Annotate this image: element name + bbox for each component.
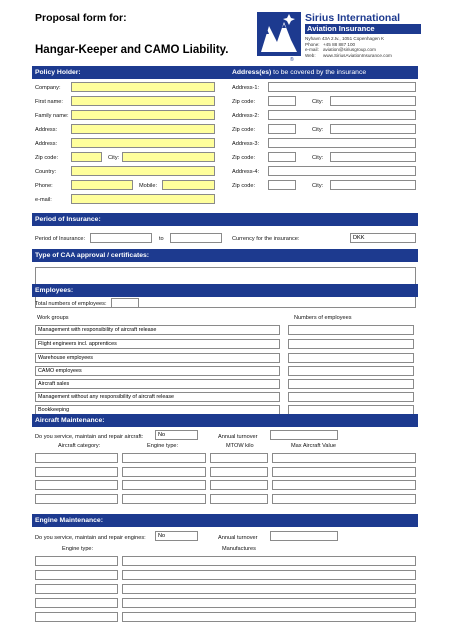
grid-input-cell[interactable] [272, 494, 416, 504]
work-group-row: Warehouse employees [35, 353, 280, 363]
work-group-count-field[interactable] [288, 392, 414, 402]
address-4-zip-field[interactable] [268, 180, 296, 190]
contact-phone: +45 88 887 100 [323, 41, 356, 47]
address-field-1[interactable] [71, 124, 215, 134]
aircraft-category-header: Aircraft category: [58, 443, 101, 449]
aircraft-annual-turnover-label: Annual turnover [218, 434, 258, 440]
address-3-city-field[interactable] [330, 152, 416, 162]
address-2-city-label: City: [312, 127, 324, 133]
work-group-row: Management with responsibility of aircraft release [35, 325, 280, 335]
work-groups-header: Work groups [37, 315, 69, 321]
address-4-field[interactable] [268, 166, 416, 176]
family-name-field[interactable] [71, 110, 215, 120]
form-subtitle: Hangar-Keeper and CAMO Liability. [35, 44, 229, 56]
period-to-label: to [159, 236, 164, 242]
address-1-label: Address-1: [232, 85, 260, 91]
address-4-zip-label: Zip code: [232, 183, 256, 189]
address-3-city-label: City: [312, 155, 324, 161]
address-1-city-label: City: [312, 99, 324, 105]
email-field[interactable] [71, 194, 215, 204]
grid-input-cell[interactable] [122, 570, 416, 580]
contact-web-label: Web: [305, 52, 316, 58]
grid-input-cell[interactable] [35, 480, 118, 490]
grid-input-cell[interactable] [35, 598, 118, 608]
grid-input-cell[interactable] [35, 612, 118, 622]
city-label: City: [108, 155, 120, 161]
phone-label: Phone: [35, 183, 53, 189]
work-group-row: CAMO employees [35, 366, 280, 376]
grid-input-cell[interactable] [122, 584, 416, 594]
grid-input-cell[interactable] [122, 467, 206, 477]
engine-type-column-header: Engine type: [62, 546, 94, 552]
aircraft-maintenance-bar: Aircraft Maintenance: [32, 414, 418, 427]
grid-input-cell[interactable] [210, 467, 268, 477]
logo-registered-mark: ® [290, 57, 294, 63]
policy-holder-bar [32, 66, 418, 79]
engine-maintenance-answer-field[interactable] [155, 531, 198, 541]
engine-type-header: Engine type: [147, 443, 179, 449]
contact-address: Nyhavn 43A 2.tv., 1051 Copenhagen K [305, 36, 385, 41]
aircraft-maintenance-question: Do you service, maintain and repair aircraft: [35, 434, 144, 440]
currency-field[interactable] [350, 233, 416, 243]
aircraft-maintenance-answer: No [158, 432, 166, 438]
total-employees-field[interactable] [111, 298, 139, 308]
address-2-zip-label: Zip code: [232, 127, 256, 133]
contact-phone-label: Phone: [305, 41, 320, 47]
address-4-city-field[interactable] [330, 180, 416, 190]
address-label-1: Address: [35, 127, 58, 133]
address-field-2[interactable] [71, 138, 215, 148]
address-3-zip-field[interactable] [268, 152, 296, 162]
work-group-count-field[interactable] [288, 353, 414, 363]
address-1-field[interactable] [268, 82, 416, 92]
total-employees-label: Total numbers of employees: [35, 301, 107, 307]
email-label: e-mail: [35, 197, 52, 203]
engine-maintenance-answer: No [158, 533, 166, 539]
company-label: Company: [35, 85, 61, 91]
grid-input-cell[interactable] [272, 467, 416, 477]
caa-bar: Type of CAA approval / certificates: [32, 249, 418, 262]
grid-input-cell[interactable] [35, 584, 118, 594]
country-label: Country: [35, 169, 57, 175]
city-field[interactable] [122, 152, 215, 162]
grid-input-cell[interactable] [272, 453, 416, 463]
addresses-heading-rest: to be covered by the insurance [271, 69, 367, 76]
grid-input-cell[interactable] [210, 494, 268, 504]
engine-maintenance-question: Do you service, maintain and repair engines: [35, 535, 146, 541]
first-name-label: First name: [35, 99, 63, 105]
country-field[interactable] [71, 166, 215, 176]
grid-input-cell[interactable] [35, 570, 118, 580]
period-bar: Period of Insurance: [32, 213, 418, 226]
employees-bar-visible: Employees: [32, 284, 418, 297]
grid-input-cell[interactable] [210, 480, 268, 490]
grid-input-cell[interactable] [35, 556, 118, 566]
address-4-label: Address-4: [232, 169, 260, 175]
address-4-city-label: City: [312, 183, 324, 189]
address-2-field[interactable] [268, 110, 416, 120]
period-to-field[interactable] [170, 233, 222, 243]
work-group-count-field[interactable] [288, 379, 414, 389]
logo-text-line1: Sirius International [305, 12, 401, 24]
mobile-field[interactable] [162, 180, 215, 190]
contact-email[interactable]: aviation@siriusgroup.com [323, 47, 376, 53]
grid-input-cell[interactable] [35, 467, 118, 477]
address-1-zip-label: Zip code: [232, 99, 256, 105]
grid-input-cell[interactable] [122, 556, 416, 566]
address-2-city-field[interactable] [330, 124, 416, 134]
engine-maintenance-bar: Engine Maintenance: [32, 514, 418, 527]
address-3-field[interactable] [268, 138, 416, 148]
address-2-label: Address-2: [232, 113, 260, 119]
grid-input-cell[interactable] [122, 494, 206, 504]
contact-block [305, 36, 392, 58]
address-3-label: Address-3: [232, 141, 260, 147]
engine-annual-turnover-label: Annual turnover [218, 535, 258, 541]
company-field[interactable] [71, 82, 215, 92]
currency-label: Currency for the insurance: [232, 236, 300, 242]
address-1-city-field[interactable] [330, 96, 416, 106]
mobile-label: Mobile: [139, 183, 158, 189]
work-group-row: Aircraft sales [35, 379, 280, 389]
grid-input-cell[interactable] [122, 612, 416, 622]
engine-annual-turnover-field[interactable] [270, 531, 338, 541]
grid-input-cell[interactable] [210, 453, 268, 463]
policy-holder-heading: Policy Holder: [35, 69, 81, 76]
address-3-zip-label: Zip code: [232, 155, 256, 161]
work-group-count-field[interactable] [288, 325, 414, 335]
form-title: Proposal form for: [35, 12, 127, 24]
aircraft-annual-turnover-field[interactable] [270, 430, 338, 440]
zip-code-field[interactable] [71, 152, 102, 162]
grid-input-cell[interactable] [35, 494, 118, 504]
period-label: Period of Insurance: [35, 236, 86, 242]
addresses-heading-bold: Address(es) [232, 69, 272, 76]
manufactures-column-header: Manufactures [222, 546, 256, 552]
first-name-field[interactable] [71, 96, 215, 106]
work-group-row: Management without any responsibility of aircraft release [35, 392, 280, 402]
mtow-header: MTOW kilo [226, 443, 254, 449]
contact-email-label: e-mail: [305, 47, 319, 53]
address-1-zip-field[interactable] [268, 96, 296, 106]
grid-input-cell[interactable] [122, 453, 206, 463]
address-2-zip-field[interactable] [268, 124, 296, 134]
aircraft-maintenance-answer-field[interactable] [155, 430, 198, 440]
address-label-2: Address: [35, 141, 58, 147]
grid-input-cell[interactable] [272, 480, 416, 490]
grid-input-cell[interactable] [122, 598, 416, 608]
grid-input-cell[interactable] [122, 480, 206, 490]
phone-field[interactable] [71, 180, 133, 190]
logo-text-line2: Aviation Insurance [305, 24, 421, 34]
work-group-count-field[interactable] [288, 366, 414, 376]
work-group-count-field[interactable] [288, 339, 414, 349]
zip-code-label: Zip code: [35, 155, 59, 161]
period-from-field[interactable] [90, 233, 152, 243]
work-group-row: Flight engineers incl. apprentices [35, 339, 280, 349]
work-group-row: Bookkeeping [35, 405, 280, 415]
grid-input-cell[interactable] [35, 453, 118, 463]
max-aircraft-value-header: Max Aircraft Value [291, 443, 336, 449]
sirius-logo-icon [257, 12, 301, 56]
numbers-of-employees-header: Numbers of employees [294, 315, 352, 321]
contact-web[interactable]: www.SiriusAviationInsurance.com [323, 52, 392, 58]
family-name-label: Family name: [35, 113, 69, 119]
currency-value: DKK [353, 235, 365, 241]
